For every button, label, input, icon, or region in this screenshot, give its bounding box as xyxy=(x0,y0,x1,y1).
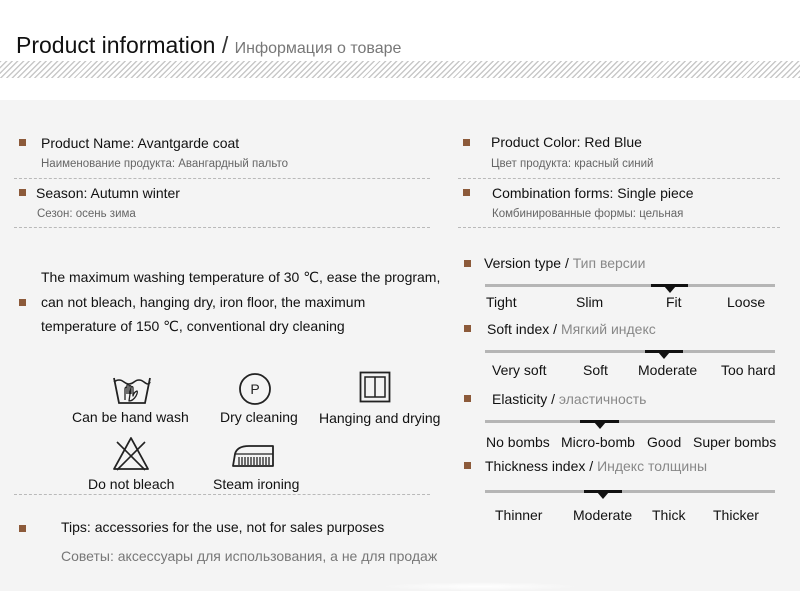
care-line: can not bleach, hanging dry, iron floor, the maximum xyxy=(41,293,366,310)
hanging-dry-caption: Hanging and drying xyxy=(319,410,441,426)
scale-track xyxy=(485,420,775,423)
scale-option: Too hard xyxy=(721,362,776,378)
divider xyxy=(458,227,780,228)
scale-option: Super bombs xyxy=(693,434,777,450)
bullet-icon xyxy=(19,139,26,146)
scale-option: Very soft xyxy=(492,362,547,378)
scale-option-selected: Moderate xyxy=(573,507,633,523)
title-ru: Информация о товаре xyxy=(234,40,402,57)
divider xyxy=(14,178,430,179)
scale-label-ru: Мягкий индекс xyxy=(560,321,656,337)
bullet-icon xyxy=(19,525,26,532)
combination-forms-ru: Комбинированные формы: цельная xyxy=(492,208,684,220)
dry-cleaning-caption: Dry cleaning xyxy=(220,409,298,425)
scale-option: Thicker xyxy=(713,507,759,523)
hanging-dry-icon xyxy=(359,371,391,403)
scale-label-en: Thickness index / xyxy=(485,458,598,474)
scale-track xyxy=(485,350,775,353)
bottom-highlight xyxy=(380,582,580,591)
scale-option: Thick xyxy=(652,507,686,523)
scale-track xyxy=(485,284,775,287)
steam-iron-caption: Steam ironing xyxy=(213,476,300,492)
scale-label-en: Soft index / xyxy=(487,321,561,337)
scale-label-en: Elasticity / xyxy=(492,391,559,407)
bullet-icon xyxy=(19,299,26,306)
bullet-icon xyxy=(464,325,471,332)
dry-cleaning-icon xyxy=(238,372,272,406)
scale-pointer xyxy=(658,352,670,359)
scale-label xyxy=(484,255,645,271)
hand-wash-icon xyxy=(112,372,152,406)
scale-track xyxy=(485,490,775,493)
scale-option: Good xyxy=(647,434,682,450)
bullet-icon xyxy=(464,395,471,402)
scale-label-ru: эластичность xyxy=(558,391,647,407)
product-name: Product Name: Avantgarde coat xyxy=(41,135,240,151)
season: Season: Autumn winter xyxy=(36,185,180,201)
scale-label-en: Version type / xyxy=(484,255,573,271)
bullet-icon xyxy=(463,189,470,196)
scale-label-ru: Индекс толщины xyxy=(597,458,708,474)
tips-ru: Советы: аксессуары для использования, а не для продаж xyxy=(61,548,438,564)
steam-iron-icon xyxy=(231,440,275,470)
scale-pointer xyxy=(597,492,609,499)
hatch-divider xyxy=(0,61,800,78)
page-title xyxy=(16,32,401,59)
divider xyxy=(14,227,430,228)
title-separator: / xyxy=(221,32,229,58)
no-bleach-caption: Do not bleach xyxy=(88,476,175,492)
scale-option-selected: Micro-bomb xyxy=(561,434,635,450)
divider xyxy=(14,494,430,495)
scale-label xyxy=(492,391,646,407)
bullet-icon xyxy=(464,260,471,267)
care-instructions xyxy=(41,265,440,339)
no-bleach-icon xyxy=(112,436,150,472)
hand-wash-caption: Can be hand wash xyxy=(72,409,189,425)
header xyxy=(0,0,800,100)
tips: Tips: accessories for the use, not for sales purposes xyxy=(61,519,385,535)
bullet-icon xyxy=(464,462,471,469)
season-ru: Сезон: осень зима xyxy=(37,208,136,220)
scale-pointer xyxy=(664,286,676,293)
product-name-ru: Наименование продукта: Авангардный пальто xyxy=(41,158,288,170)
scale-label xyxy=(485,458,707,474)
product-color: Product Color: Red Blue xyxy=(491,134,642,150)
scale-label-ru: Тип версии xyxy=(572,255,646,271)
scale-option: Slim xyxy=(576,294,604,310)
title-en: Product information xyxy=(16,32,216,58)
scale-option-selected: Fit xyxy=(666,294,682,310)
bullet-icon xyxy=(463,139,470,146)
scale-pointer xyxy=(594,422,606,429)
scale-option-selected: Moderate xyxy=(638,362,698,378)
scale-option: Soft xyxy=(583,362,608,378)
scale-label xyxy=(487,321,656,337)
care-line: The maximum washing temperature of 30 ℃, ease the program, xyxy=(41,269,441,285)
product-color-ru: Цвет продукта: красный синий xyxy=(491,158,654,170)
care-line: temperature of 150 ℃, conventional dry cleaning xyxy=(41,318,345,334)
scale-option: Thinner xyxy=(495,507,543,523)
dry-cleaning-glyph: P xyxy=(250,381,260,397)
scale-option: Loose xyxy=(727,294,766,310)
scale-option: No bombs xyxy=(486,434,550,450)
combination-forms: Combination forms: Single piece xyxy=(492,185,694,201)
divider xyxy=(458,178,780,179)
bullet-icon xyxy=(19,189,26,196)
scale-option: Tight xyxy=(486,294,517,310)
